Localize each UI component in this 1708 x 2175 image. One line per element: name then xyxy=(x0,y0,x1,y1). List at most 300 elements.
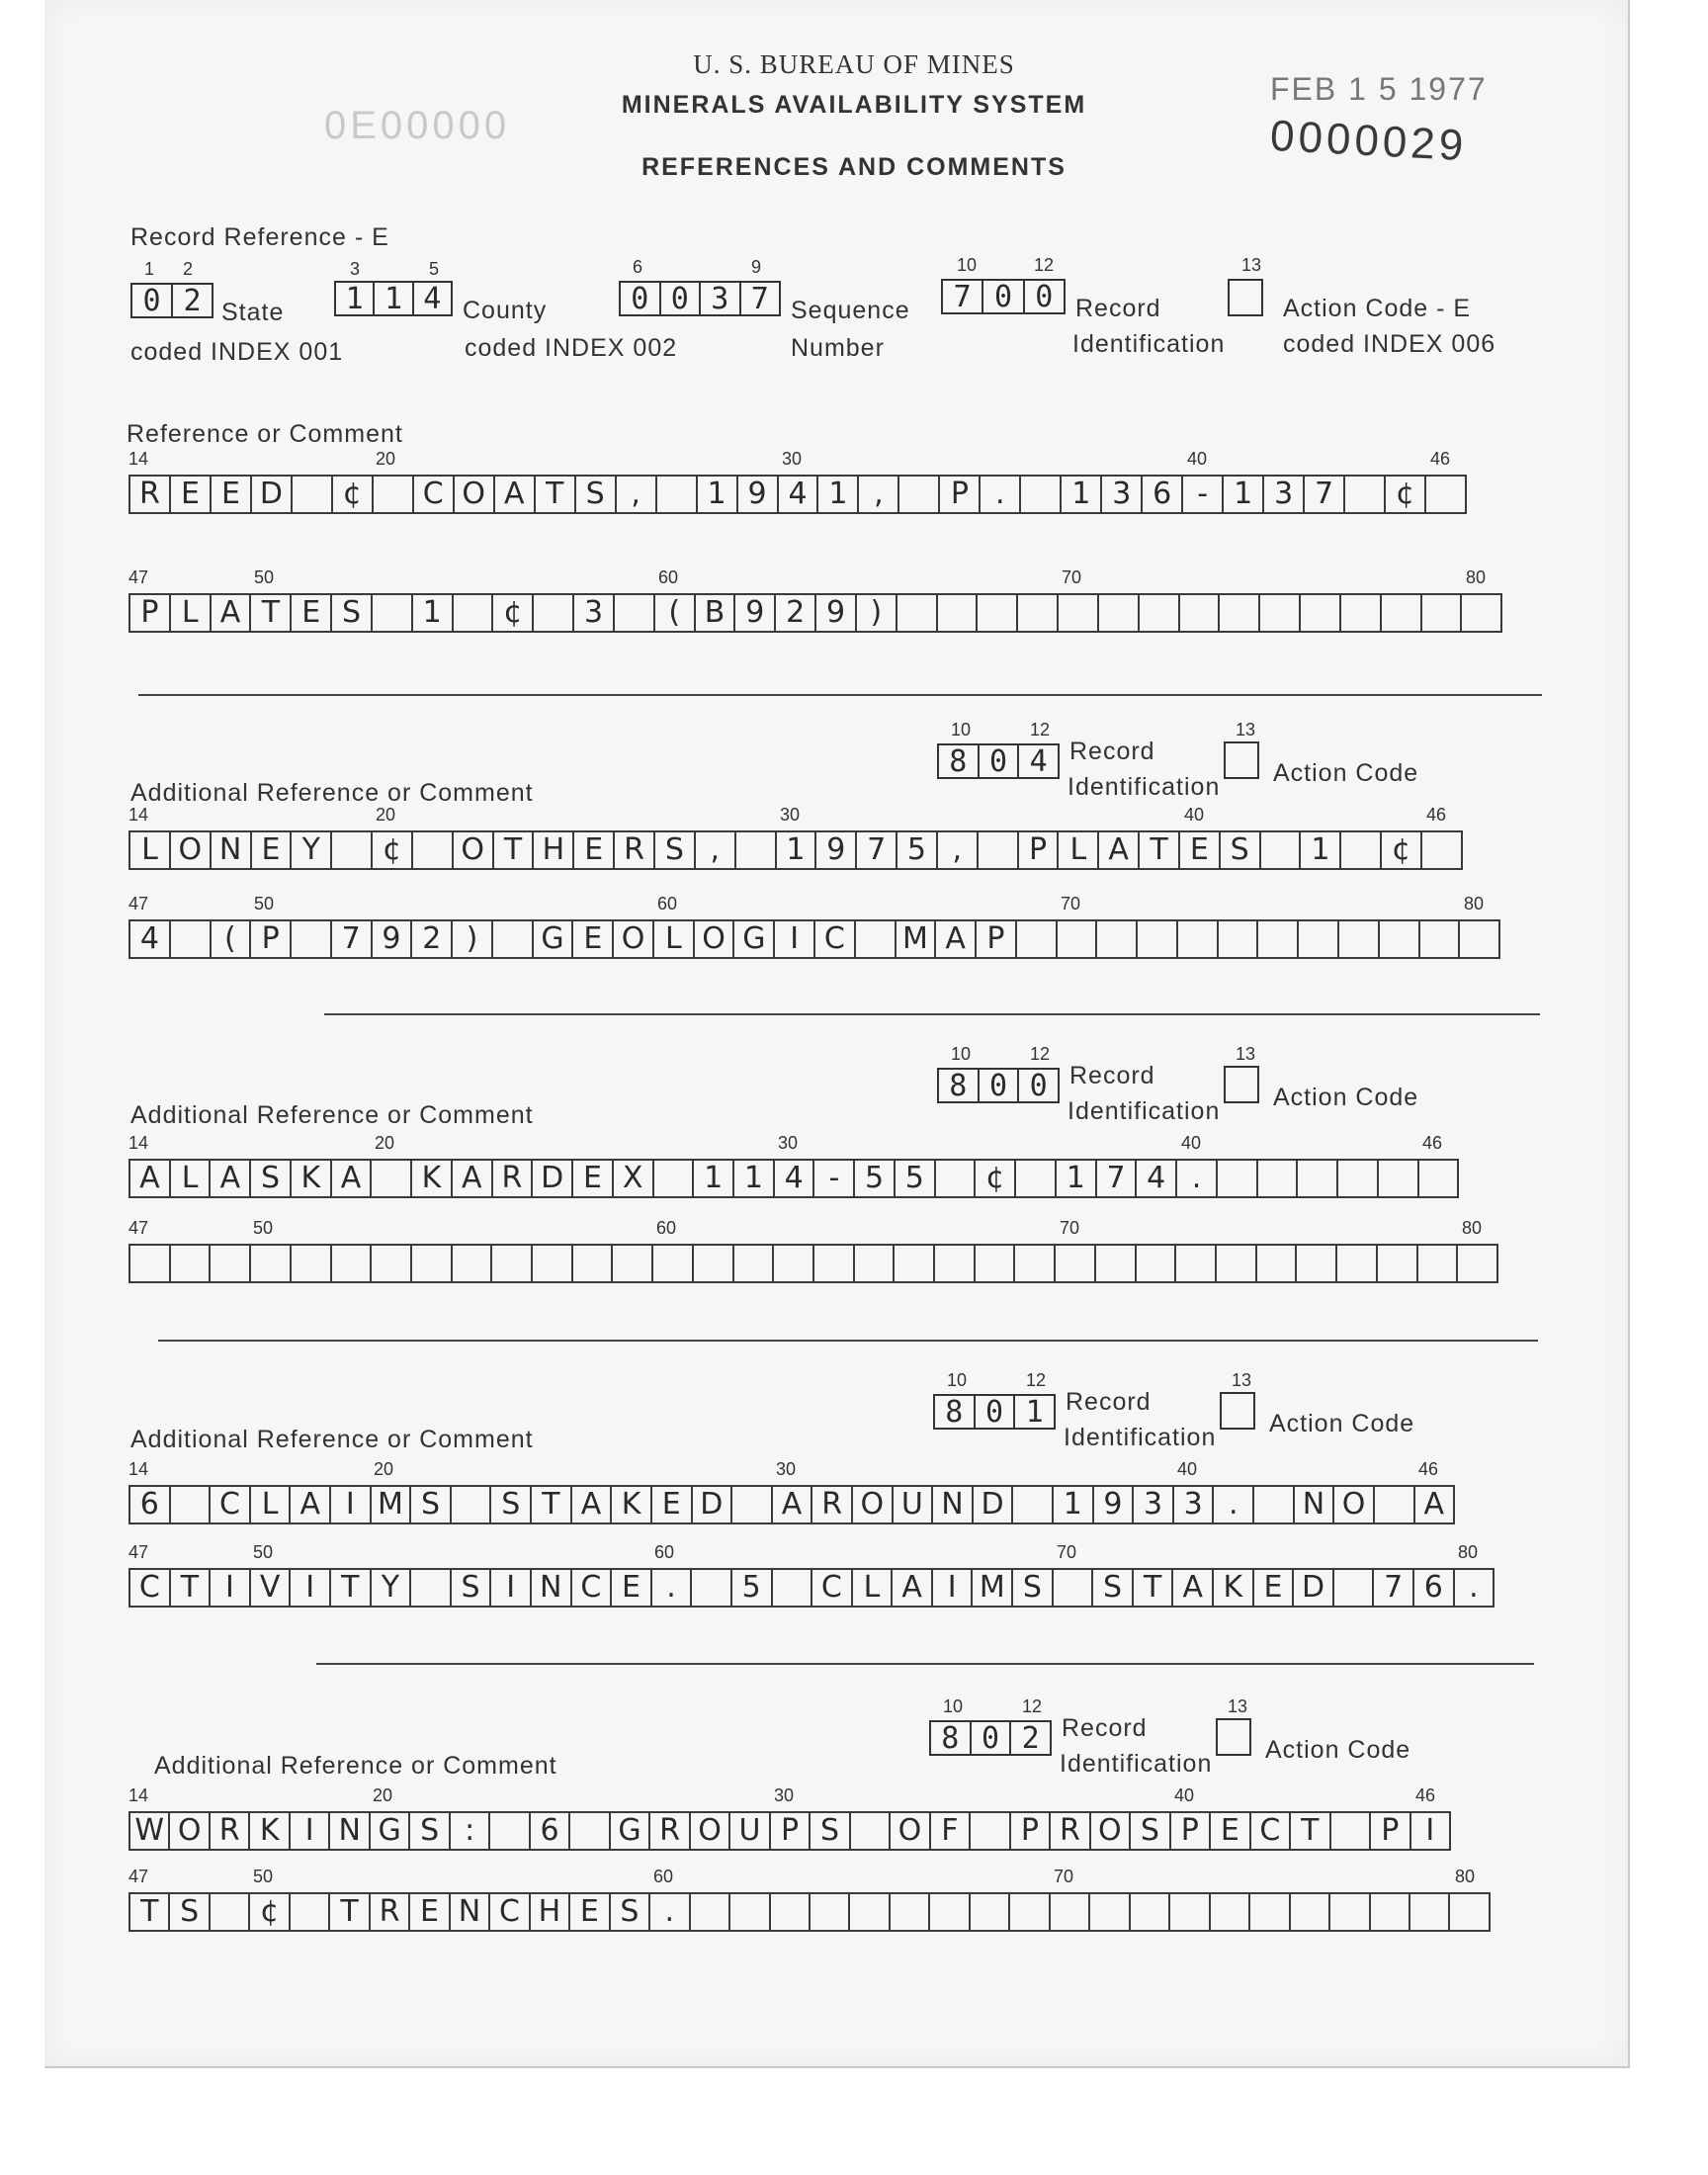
character-cell[interactable] xyxy=(809,1894,848,1930)
character-cell[interactable]: S xyxy=(809,1813,848,1849)
character-cell[interactable] xyxy=(1337,921,1378,957)
character-cell[interactable] xyxy=(450,1487,490,1522)
character-cell[interactable]: 4 xyxy=(773,1161,813,1196)
character-cell[interactable] xyxy=(291,477,331,512)
character-cell[interactable]: T xyxy=(492,832,533,868)
character-cell[interactable] xyxy=(370,1246,410,1281)
action-code-box[interactable] xyxy=(1216,1718,1251,1756)
character-cell[interactable]: O xyxy=(851,1487,892,1522)
character-cell[interactable] xyxy=(290,921,330,957)
character-cell[interactable]: I xyxy=(773,921,813,957)
character-cell[interactable] xyxy=(849,1813,889,1849)
character-cell[interactable] xyxy=(372,477,412,512)
character-cell[interactable]: X xyxy=(612,1161,652,1196)
character-cell[interactable]: T xyxy=(534,477,574,512)
character-cell[interactable]: 5 xyxy=(896,832,936,868)
character-cell[interactable] xyxy=(1259,832,1300,868)
character-cell[interactable]: ( xyxy=(210,921,250,957)
character-cell[interactable]: C xyxy=(412,477,453,512)
record-id-code-box[interactable] xyxy=(937,1068,1060,1103)
character-cell[interactable]: . xyxy=(650,1570,691,1606)
character-cell[interactable]: R xyxy=(648,1813,688,1849)
character-cell[interactable]: K xyxy=(290,1161,330,1196)
character-cell[interactable]: R xyxy=(139,477,160,511)
character-cell[interactable] xyxy=(169,1246,210,1281)
character-cell[interactable] xyxy=(848,1894,888,1930)
character-cell[interactable] xyxy=(1332,1570,1373,1606)
character-cell[interactable]: : xyxy=(449,1813,488,1849)
character-cell[interactable]: O xyxy=(168,1813,208,1849)
character-cell[interactable]: A xyxy=(139,1161,160,1195)
character-cell[interactable] xyxy=(936,595,977,631)
character-cell[interactable]: D xyxy=(1292,1570,1332,1606)
character-cell[interactable]: I xyxy=(1409,1813,1449,1849)
character-cell[interactable] xyxy=(812,1246,853,1281)
character-cell[interactable]: 6 xyxy=(529,1813,568,1849)
character-cell[interactable]: C xyxy=(1249,1813,1289,1849)
character-cell[interactable] xyxy=(1380,595,1420,631)
character-cell[interactable]: S xyxy=(574,477,615,512)
character-cell[interactable]: A xyxy=(570,1487,611,1522)
character-cell[interactable] xyxy=(1258,595,1299,631)
character-cell[interactable] xyxy=(1377,1161,1417,1196)
character-cell[interactable]: 6 xyxy=(139,1487,159,1522)
character-cell[interactable]: C xyxy=(811,1570,851,1606)
character-cell[interactable]: ) xyxy=(451,921,491,957)
character-cell[interactable]: T xyxy=(1289,1813,1328,1849)
character-cell[interactable]: L xyxy=(851,1570,892,1606)
character-cell[interactable]: K xyxy=(610,1487,650,1522)
character-cell[interactable]: 5 xyxy=(853,1161,894,1196)
character-cell[interactable] xyxy=(893,1246,933,1281)
character-cell[interactable] xyxy=(730,1487,771,1522)
character-cell[interactable]: H xyxy=(529,1894,568,1930)
character-cell[interactable]: , xyxy=(615,477,655,512)
record-id-code-box[interactable] xyxy=(929,1720,1052,1756)
character-cell[interactable]: E xyxy=(572,832,613,868)
record-id-code-box[interactable] xyxy=(941,279,1066,314)
character-cell[interactable]: T xyxy=(329,1570,370,1606)
character-cell[interactable] xyxy=(1209,1894,1248,1930)
character-cell[interactable]: D xyxy=(250,477,291,512)
character-cell[interactable]: S xyxy=(1219,832,1259,868)
character-cell[interactable] xyxy=(1418,921,1459,957)
character-cell[interactable]: A xyxy=(891,1570,931,1606)
character-cell[interactable]: I xyxy=(209,1570,249,1606)
character-cell[interactable]: O xyxy=(689,1813,728,1849)
character-cell[interactable]: 7 xyxy=(1303,477,1343,512)
character-cell[interactable]: 3 xyxy=(1132,1487,1172,1522)
character-cell[interactable]: I xyxy=(289,1813,328,1849)
character-cell[interactable] xyxy=(652,1161,693,1196)
character-cell[interactable] xyxy=(1458,921,1498,957)
code-digit[interactable]: 4 xyxy=(412,283,451,314)
character-cell[interactable]: 9 xyxy=(733,595,774,631)
character-cell[interactable] xyxy=(1052,1570,1092,1606)
character-cell[interactable] xyxy=(933,1246,974,1281)
character-cell[interactable]: 7 xyxy=(855,832,896,868)
character-cell[interactable]: E xyxy=(1252,1570,1293,1606)
character-cell[interactable] xyxy=(1129,1894,1168,1930)
character-cell[interactable] xyxy=(1336,1161,1377,1196)
character-cell[interactable] xyxy=(1296,1161,1336,1196)
character-cell[interactable]: N xyxy=(931,1487,972,1522)
character-cell[interactable]: K xyxy=(1212,1570,1252,1606)
character-cell[interactable] xyxy=(1013,1246,1054,1281)
character-cell[interactable]: L xyxy=(249,1487,290,1522)
character-cell[interactable]: Y xyxy=(370,1570,410,1606)
character-cell[interactable] xyxy=(490,1246,531,1281)
character-cell[interactable]: G xyxy=(532,921,572,957)
character-cell[interactable] xyxy=(452,595,492,631)
character-cell[interactable]: 9 xyxy=(736,477,777,512)
character-cell[interactable]: ¢ xyxy=(331,477,372,512)
character-cell[interactable]: ) xyxy=(855,595,896,631)
character-cell[interactable] xyxy=(928,1894,968,1930)
character-cell[interactable]: S xyxy=(409,1487,450,1522)
record-id-code-box[interactable] xyxy=(937,743,1060,779)
character-cell[interactable]: G xyxy=(732,921,773,957)
character-cell[interactable]: E xyxy=(568,1894,608,1930)
character-cell[interactable]: M xyxy=(971,1570,1011,1606)
character-cell[interactable] xyxy=(1256,921,1297,957)
character-cell[interactable] xyxy=(689,1894,728,1930)
character-cell[interactable]: O xyxy=(453,477,493,512)
character-cell[interactable] xyxy=(1095,921,1136,957)
character-cell[interactable] xyxy=(1376,1246,1416,1281)
character-cell[interactable]: 2 xyxy=(410,921,451,957)
code-digit[interactable]: 8 xyxy=(949,743,968,779)
character-cell[interactable] xyxy=(1328,1894,1368,1930)
character-cell[interactable]: T xyxy=(1132,1570,1172,1606)
character-cell[interactable]: 1 xyxy=(1055,1161,1095,1196)
character-cell[interactable]: M xyxy=(370,1487,410,1522)
character-cell[interactable]: 7 xyxy=(1095,1161,1136,1196)
character-cell[interactable] xyxy=(1416,1246,1457,1281)
character-cell[interactable]: 4 xyxy=(1135,1161,1175,1196)
character-cell[interactable] xyxy=(1255,1246,1296,1281)
character-cell[interactable] xyxy=(1420,595,1461,631)
character-cell[interactable]: 1 xyxy=(692,1161,732,1196)
character-cell[interactable]: 6 xyxy=(1412,1570,1453,1606)
character-cell[interactable] xyxy=(772,1246,812,1281)
character-cell[interactable]: ¢ xyxy=(1380,832,1420,868)
character-cell[interactable] xyxy=(853,1246,894,1281)
character-cell[interactable] xyxy=(568,1813,608,1849)
character-cell[interactable] xyxy=(611,1246,651,1281)
character-cell[interactable] xyxy=(1019,477,1060,512)
character-cell[interactable]: C xyxy=(813,921,854,957)
character-cell[interactable]: I xyxy=(289,1570,329,1606)
character-cell[interactable]: K xyxy=(410,1161,451,1196)
character-cell[interactable]: A xyxy=(1097,832,1138,868)
character-cell[interactable]: 1 xyxy=(816,477,857,512)
character-cell[interactable]: 1 xyxy=(1060,477,1100,512)
character-cell[interactable] xyxy=(896,595,936,631)
character-cell[interactable] xyxy=(969,1813,1008,1849)
character-cell[interactable]: M xyxy=(895,921,935,957)
character-cell[interactable]: 1 xyxy=(1222,477,1262,512)
character-cell[interactable]: S xyxy=(1129,1813,1168,1849)
action-code-box[interactable] xyxy=(1228,279,1263,316)
character-cell[interactable] xyxy=(1329,1813,1369,1849)
character-cell[interactable] xyxy=(330,832,371,868)
character-cell[interactable]: I xyxy=(931,1570,972,1606)
character-cell[interactable]: H xyxy=(532,832,572,868)
character-cell[interactable] xyxy=(889,1894,928,1930)
character-cell[interactable]: E xyxy=(408,1894,448,1930)
action-code-box[interactable] xyxy=(1220,1392,1255,1430)
character-cell[interactable]: O xyxy=(612,921,652,957)
character-cell[interactable]: S xyxy=(168,1894,208,1930)
character-cell[interactable]: T xyxy=(140,1894,159,1929)
character-cell[interactable]: A xyxy=(210,595,250,631)
character-cell[interactable] xyxy=(1289,1894,1328,1930)
character-cell[interactable]: C xyxy=(570,1570,611,1606)
character-cell[interactable]: 7 xyxy=(1372,1570,1412,1606)
character-cell[interactable]: ¢ xyxy=(974,1161,1014,1196)
character-cell[interactable]: P xyxy=(1169,1813,1209,1849)
character-cell[interactable]: N xyxy=(1293,1487,1333,1522)
character-cell[interactable] xyxy=(690,1570,730,1606)
character-cell[interactable]: A xyxy=(209,1161,249,1196)
character-cell[interactable]: S xyxy=(450,1570,490,1606)
character-cell[interactable]: N xyxy=(530,1570,570,1606)
character-cell[interactable]: A xyxy=(493,477,534,512)
character-cell[interactable]: A xyxy=(1171,1570,1212,1606)
character-cell[interactable]: . xyxy=(979,477,1019,512)
character-cell[interactable]: . xyxy=(648,1894,688,1930)
character-cell[interactable] xyxy=(209,1246,249,1281)
character-cell[interactable]: A xyxy=(289,1487,329,1522)
code-digit[interactable]: 1 xyxy=(373,283,411,314)
character-cell[interactable] xyxy=(655,477,696,512)
character-cell[interactable] xyxy=(692,1246,732,1281)
character-cell[interactable]: C xyxy=(488,1894,528,1930)
character-cell[interactable] xyxy=(771,1570,811,1606)
character-cell[interactable]: I xyxy=(329,1487,370,1522)
character-cell[interactable] xyxy=(370,1161,410,1196)
character-cell[interactable] xyxy=(1088,1894,1128,1930)
character-cell[interactable] xyxy=(330,1246,371,1281)
character-cell[interactable]: C xyxy=(138,1570,160,1605)
character-cell[interactable]: 4 xyxy=(139,921,159,956)
character-cell[interactable]: . xyxy=(1175,1161,1216,1196)
character-cell[interactable]: I xyxy=(489,1570,530,1606)
character-cell[interactable]: ¢ xyxy=(371,832,411,868)
character-cell[interactable] xyxy=(1168,1894,1208,1930)
state-code-box[interactable] xyxy=(130,283,214,318)
character-cell[interactable] xyxy=(1015,921,1056,957)
character-cell[interactable]: U xyxy=(728,1813,768,1849)
character-cell[interactable] xyxy=(613,595,653,631)
character-cell[interactable]: O xyxy=(169,832,210,868)
character-cell[interactable]: S xyxy=(1091,1570,1132,1606)
character-cell[interactable]: ¢ xyxy=(1384,477,1424,512)
character-cell[interactable] xyxy=(249,1246,290,1281)
character-cell[interactable]: L xyxy=(1057,832,1097,868)
character-cell[interactable]: S xyxy=(330,595,371,631)
character-cell[interactable] xyxy=(1016,595,1057,631)
character-cell[interactable] xyxy=(1215,1246,1255,1281)
character-cell[interactable]: 9 xyxy=(814,832,855,868)
character-cell[interactable] xyxy=(290,1246,330,1281)
character-cell[interactable] xyxy=(130,1246,169,1281)
character-cell[interactable]: T xyxy=(1138,832,1178,868)
character-cell[interactable]: V xyxy=(249,1570,290,1606)
character-cell[interactable]: P xyxy=(938,477,979,512)
character-cell[interactable] xyxy=(1448,1894,1488,1930)
character-cell[interactable]: D xyxy=(691,1487,731,1522)
character-cell[interactable] xyxy=(410,1246,451,1281)
character-cell[interactable]: 7 xyxy=(330,921,371,957)
character-cell[interactable]: N xyxy=(210,832,250,868)
record-id-code-box[interactable] xyxy=(933,1394,1056,1430)
code-digit[interactable]: 0 xyxy=(1023,281,1064,312)
code-digit[interactable]: 1 xyxy=(345,281,364,316)
character-cell[interactable]: S xyxy=(653,832,694,868)
character-cell[interactable]: N xyxy=(449,1894,488,1930)
character-cell[interactable] xyxy=(1136,921,1176,957)
character-cell[interactable]: 1 xyxy=(775,832,815,868)
character-cell[interactable] xyxy=(1097,595,1138,631)
character-cell[interactable] xyxy=(1176,921,1217,957)
character-cell[interactable] xyxy=(1420,832,1461,868)
character-cell[interactable]: B xyxy=(694,595,734,631)
character-cell[interactable] xyxy=(1373,1487,1413,1522)
code-digit[interactable]: 7 xyxy=(739,283,780,314)
character-cell[interactable]: P xyxy=(249,921,290,957)
character-cell[interactable] xyxy=(1056,921,1096,957)
character-cell[interactable] xyxy=(1252,1487,1293,1522)
character-cell[interactable]: , xyxy=(857,477,897,512)
character-cell[interactable] xyxy=(728,1894,768,1930)
code-digit[interactable]: 2 xyxy=(1009,1722,1050,1754)
code-digit[interactable]: 7 xyxy=(953,279,972,314)
character-cell[interactable]: P xyxy=(975,921,1015,957)
character-cell[interactable]: - xyxy=(1181,477,1222,512)
character-cell[interactable] xyxy=(1057,595,1097,631)
character-cell[interactable]: 1 xyxy=(1052,1487,1092,1522)
character-cell[interactable]: R xyxy=(1049,1813,1088,1849)
character-cell[interactable]: P xyxy=(1017,832,1058,868)
character-cell[interactable]: . xyxy=(1453,1570,1494,1606)
code-digit[interactable]: 1 xyxy=(1013,1396,1054,1428)
character-cell[interactable] xyxy=(1138,595,1178,631)
character-cell[interactable]: S xyxy=(1011,1570,1052,1606)
character-cell[interactable] xyxy=(1248,1894,1288,1930)
character-cell[interactable]: S xyxy=(408,1813,448,1849)
character-cell[interactable]: 4 xyxy=(777,477,817,512)
code-digit[interactable]: 4 xyxy=(1017,745,1058,777)
character-cell[interactable] xyxy=(532,595,572,631)
character-cell[interactable]: 3 xyxy=(572,595,613,631)
code-digit[interactable]: 2 xyxy=(171,285,212,316)
character-cell[interactable]: Y xyxy=(290,832,330,868)
character-cell[interactable] xyxy=(976,595,1016,631)
code-digit[interactable]: 8 xyxy=(945,1394,964,1430)
character-cell[interactable] xyxy=(169,1487,210,1522)
character-cell[interactable] xyxy=(1008,1894,1048,1930)
character-cell[interactable]: L xyxy=(652,921,693,957)
character-cell[interactable]: P xyxy=(769,1813,809,1849)
character-cell[interactable]: 9 xyxy=(371,921,411,957)
code-digit[interactable]: 0 xyxy=(978,1070,1018,1101)
character-cell[interactable]: . xyxy=(1212,1487,1252,1522)
character-cell[interactable]: A xyxy=(451,1161,491,1196)
character-cell[interactable]: 3 xyxy=(1172,1487,1213,1522)
action-code-box[interactable] xyxy=(1224,741,1259,779)
character-cell[interactable] xyxy=(934,1161,975,1196)
character-cell[interactable] xyxy=(209,1894,248,1930)
character-cell[interactable]: R xyxy=(613,832,653,868)
character-cell[interactable] xyxy=(1218,595,1258,631)
character-cell[interactable] xyxy=(411,832,452,868)
character-cell[interactable] xyxy=(1424,477,1465,512)
character-cell[interactable] xyxy=(1335,1246,1376,1281)
character-cell[interactable] xyxy=(1369,1894,1409,1930)
character-cell[interactable] xyxy=(451,1246,491,1281)
character-cell[interactable] xyxy=(409,1570,450,1606)
code-digit[interactable]: 3 xyxy=(699,283,739,314)
character-cell[interactable]: O xyxy=(452,832,492,868)
character-cell[interactable]: A xyxy=(771,1487,811,1522)
character-cell[interactable]: 2 xyxy=(774,595,814,631)
character-cell[interactable] xyxy=(1014,1161,1055,1196)
character-cell[interactable] xyxy=(1174,1246,1215,1281)
character-cell[interactable]: E xyxy=(290,595,330,631)
character-cell[interactable] xyxy=(1094,1246,1135,1281)
code-digit[interactable]: 0 xyxy=(142,283,161,318)
character-cell[interactable] xyxy=(1409,1894,1448,1930)
character-cell[interactable] xyxy=(734,832,775,868)
code-digit[interactable]: 0 xyxy=(659,283,700,314)
character-cell[interactable]: ( xyxy=(653,595,694,631)
character-cell[interactable]: G xyxy=(609,1813,648,1849)
character-cell[interactable] xyxy=(1297,921,1337,957)
character-cell[interactable] xyxy=(1049,1894,1088,1930)
character-cell[interactable]: R xyxy=(209,1813,248,1849)
character-cell[interactable]: T xyxy=(530,1487,570,1522)
character-cell[interactable]: P xyxy=(1009,1813,1049,1849)
character-cell[interactable]: R xyxy=(491,1161,532,1196)
character-cell[interactable]: W xyxy=(134,1813,165,1848)
character-cell[interactable]: T xyxy=(169,1570,210,1606)
code-digit[interactable]: 0 xyxy=(1017,1070,1058,1101)
character-cell[interactable] xyxy=(1135,1246,1175,1281)
county-code-box[interactable] xyxy=(334,281,453,316)
character-cell[interactable]: T xyxy=(328,1894,368,1930)
character-cell[interactable]: 1 xyxy=(732,1161,773,1196)
code-digit[interactable]: 0 xyxy=(978,745,1018,777)
code-digit[interactable]: 8 xyxy=(949,1068,968,1103)
character-cell[interactable]: T xyxy=(249,595,290,631)
character-cell[interactable]: A xyxy=(934,921,975,957)
character-cell[interactable]: L xyxy=(169,1161,210,1196)
character-cell[interactable]: P xyxy=(1369,1813,1409,1849)
character-cell[interactable]: 3 xyxy=(1100,477,1141,512)
character-cell[interactable]: L xyxy=(141,832,158,867)
character-cell[interactable]: L xyxy=(169,595,210,631)
character-cell[interactable] xyxy=(1339,595,1380,631)
character-cell[interactable]: E xyxy=(610,1570,650,1606)
code-digit[interactable]: 0 xyxy=(970,1722,1010,1754)
character-cell[interactable] xyxy=(169,921,210,957)
code-digit[interactable]: 0 xyxy=(631,281,649,316)
character-cell[interactable]: G xyxy=(369,1813,408,1849)
character-cell[interactable]: D xyxy=(972,1487,1012,1522)
character-cell[interactable]: 9 xyxy=(1092,1487,1133,1522)
